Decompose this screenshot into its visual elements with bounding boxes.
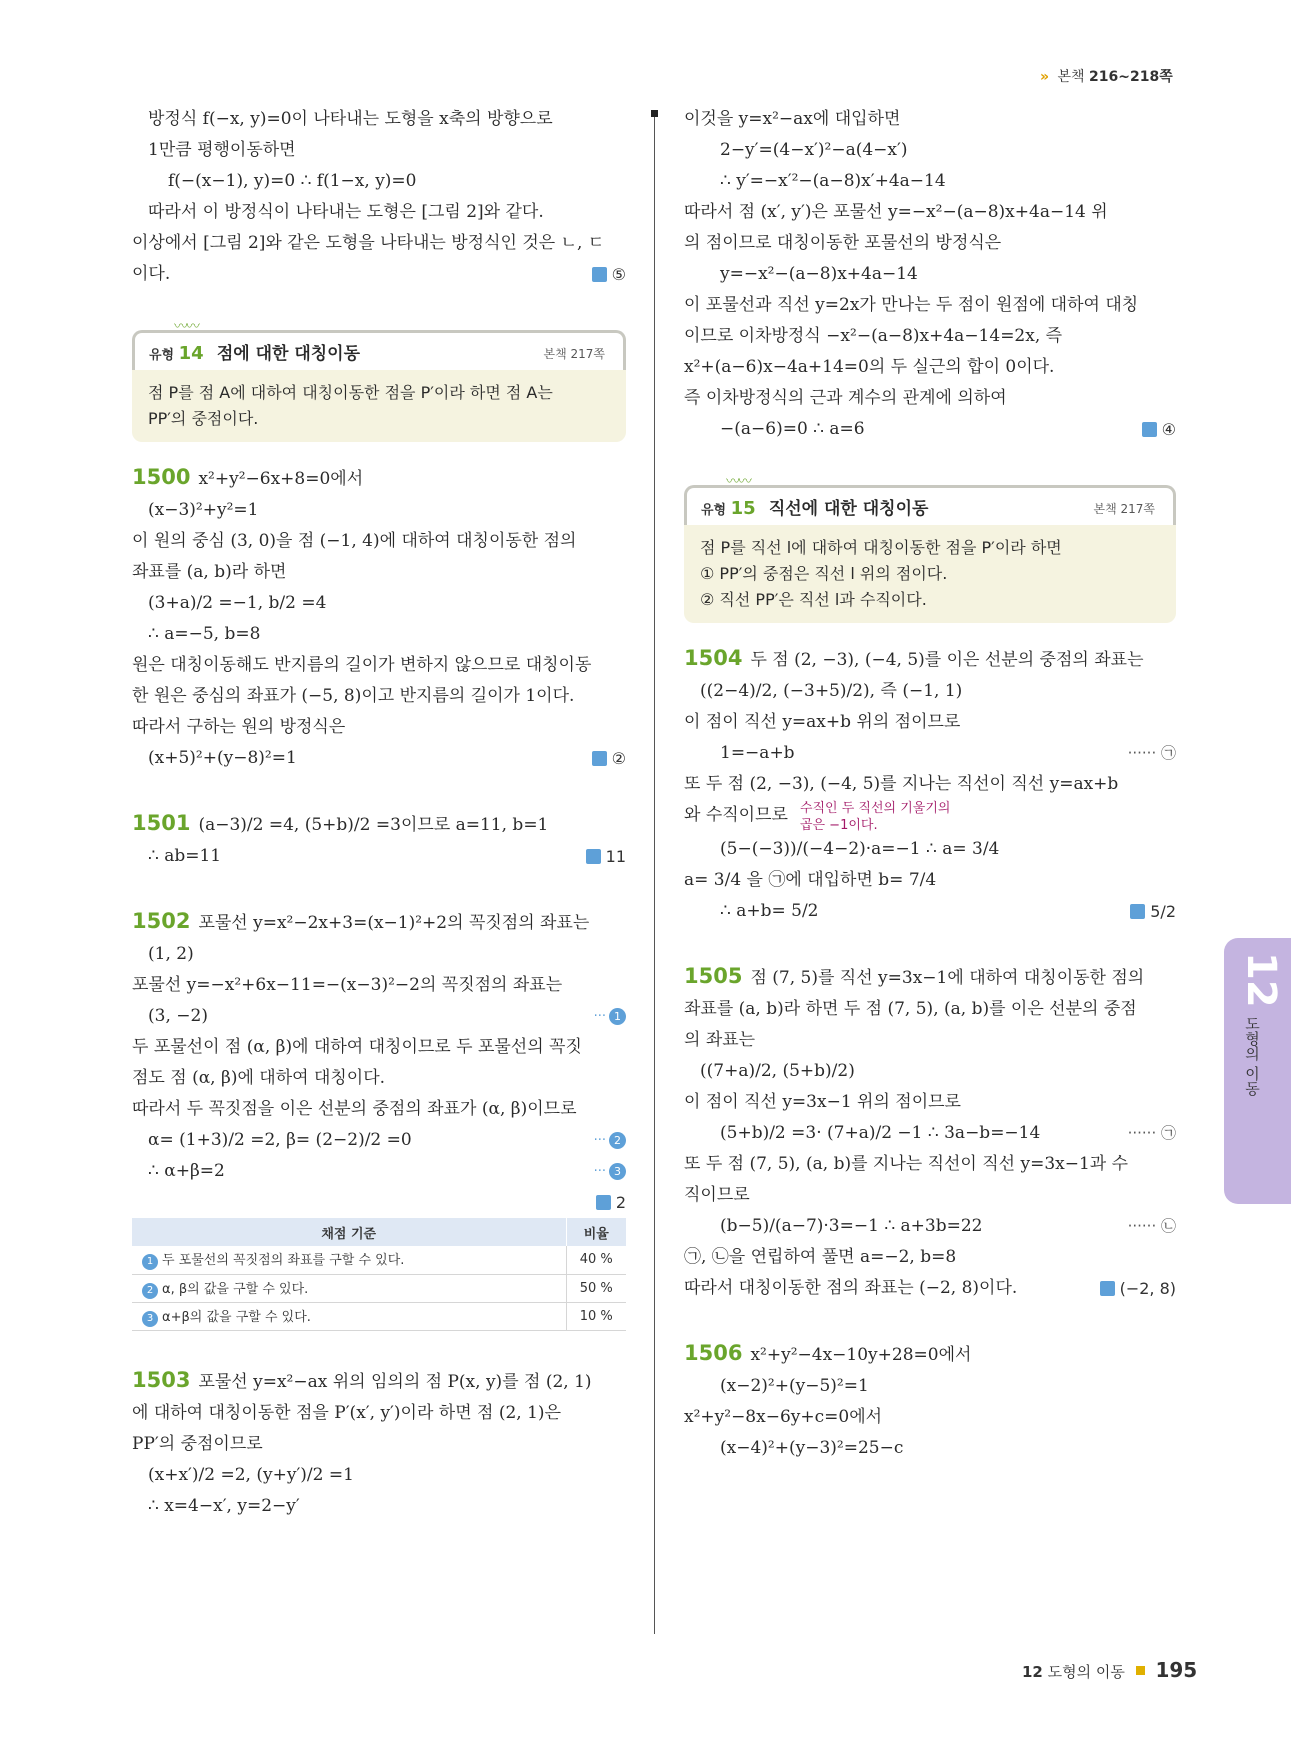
type-label: 유형 xyxy=(701,503,727,518)
solution-line: ㉠, ㉡을 연립하여 풀면 a=−2, b=8 xyxy=(684,1247,957,1267)
answer: 11 xyxy=(586,841,626,872)
score-header-ratio: 비율 xyxy=(566,1218,626,1246)
answer: ④ xyxy=(1142,414,1176,445)
solution-line: (5−(−3))/(−4−2)·a=−1 ∴ a= 3/4 xyxy=(720,839,1000,859)
solution-line: 두 포물선이 점 (α, β)에 대하여 대칭이므로 두 포물선의 꼭짓 xyxy=(132,1037,582,1057)
solution-line: 의 좌표는 xyxy=(684,1030,756,1050)
solution-line: 따라서 점 (x′, y′)은 포물선 y=−x²−(a−8)x+4a−14 위 xyxy=(684,202,1108,222)
step-1-icon: 1 xyxy=(142,1254,158,1270)
concept-ref: 본책 217쪽 xyxy=(1093,502,1155,516)
solution-line: 따라서 구하는 원의 방정식은 xyxy=(132,717,346,737)
solution-line: −(a−6)=0 ∴ a=6 ④ xyxy=(684,414,1176,445)
step-1-icon: 1 xyxy=(609,1008,626,1025)
side-note: 수직인 두 직선의 기울기의 곱은 −1이다. xyxy=(799,801,951,833)
solution-line: f(−(x−1), y)=0 ∴ f(1−x, y)=0 xyxy=(168,171,417,191)
score-header-criteria: 채점 기준 xyxy=(132,1218,566,1246)
solution-line: 이다. ⑤ xyxy=(132,259,626,290)
solution-line: 좌표를 (a, b)라 하면 두 점 (7, 5), (a, b)를 이은 선분의 중점 xyxy=(684,999,1137,1019)
concept-line: ② 직선 PP′은 직선 l과 수직이다. xyxy=(700,590,927,609)
ref-prefix: 본책 xyxy=(1057,69,1085,85)
footer-chapter-title: 도형의 이동 xyxy=(1047,1663,1125,1681)
solution-line: (3, −2) xyxy=(148,1006,208,1026)
solution-line: 에 대하여 대칭이동한 점을 P′(x′, y′)이라 하면 점 (2, 1)은 xyxy=(132,1402,561,1423)
answer: 5/2 xyxy=(1130,896,1176,927)
ref-pages: 216~218쪽 xyxy=(1089,69,1173,85)
step-2-icon: 2 xyxy=(142,1283,158,1299)
solution-line: x²+(a−6)x−4a+14=0의 두 실근의 합이 0이다. xyxy=(684,357,1055,377)
divider-marker xyxy=(651,110,658,117)
solution-line: x²+y²−4x−10y+28=0에서 xyxy=(750,1345,972,1365)
page-reference xyxy=(1040,66,1173,86)
answer-icon xyxy=(1130,904,1145,919)
problem-number: 1500 xyxy=(132,465,191,489)
scoring-table xyxy=(132,1218,626,1331)
solution-line: 이므로 이차방정식 −x²−(a−8)x+4a−14=2x, 즉 xyxy=(684,326,1063,346)
type-number: 15 xyxy=(730,498,756,519)
solution-line: 이 포물선과 직선 y=2x가 만나는 두 점이 원점에 대하여 대칭 xyxy=(684,295,1139,315)
problem-1500 xyxy=(132,462,626,774)
square-bullet-icon xyxy=(1136,1666,1145,1675)
answer: 2 xyxy=(596,1187,626,1218)
concept-box-header xyxy=(684,485,1176,525)
solution-line: 방정식 f(−x, y)=0이 나타내는 도형을 x축의 방향으로 xyxy=(148,109,553,129)
concept-title: 직선에 대한 대칭이동 xyxy=(768,499,929,519)
page-footer xyxy=(1022,1658,1197,1682)
answer: ② xyxy=(592,743,626,774)
solution-line: (a−3)/2 =4, (5+b)/2 =3이므로 a=11, b=1 xyxy=(198,815,549,835)
solution-line: PP′의 중점이므로 xyxy=(132,1433,263,1454)
right-column xyxy=(684,104,1176,1464)
solution-line: 이것을 y=x²−ax에 대입하면 xyxy=(684,109,901,129)
concept-title: 점에 대한 대칭이동 xyxy=(216,344,361,364)
solution-line: 포물선 y=x²−ax 위의 임의의 점 P(x, y)를 점 (2, 1) xyxy=(198,1371,592,1392)
solution-line: x²+y²−6x+8=0에서 xyxy=(198,469,364,489)
solution-line: ∴ a+b= 5/2 xyxy=(720,901,819,921)
problem-1504 xyxy=(684,643,1176,927)
chapter-title: 도형의 이동 xyxy=(1243,1016,1261,1096)
step-2-icon: 2 xyxy=(609,1132,626,1149)
answer-icon xyxy=(592,267,607,282)
solution-line: (x−2)²+(y−5)²=1 xyxy=(720,1376,869,1396)
answer-icon xyxy=(1142,422,1157,437)
solution-line: 이상에서 [그림 2]와 같은 도형을 나타내는 방정식인 것은 ㄴ, ㄷ xyxy=(132,233,605,253)
solution-line: (x+x′)/2 =2, (y+y′)/2 =1 xyxy=(148,1464,354,1485)
type-label: 유형 xyxy=(149,348,175,363)
concept-line: PP′의 중점이다. xyxy=(148,409,259,428)
problem-number: 1501 xyxy=(132,811,191,835)
solution-line: 두 점 (2, −3), (−4, 5)를 이은 선분의 중점의 좌표는 xyxy=(750,650,1144,670)
footer-chapter-number: 12 xyxy=(1022,1663,1043,1681)
solution-line: ∴ x=4−x′, y=2−y′ xyxy=(148,1495,300,1516)
concept-line: ① PP′의 중점은 직선 l 위의 점이다. xyxy=(700,564,948,583)
solution-line: (5+b)/2 =3· (7+a)/2 −1 ∴ 3a−b=−14 xyxy=(720,1123,1041,1143)
solution-line: 포물선 y=−x²+6x−11=−(x−3)²−2의 꼭짓점의 좌표는 xyxy=(132,975,563,995)
table-row: 1 두 포물선의 꼭짓점의 좌표를 구할 수 있다. 40 % xyxy=(132,1246,626,1274)
problem-1501 xyxy=(132,808,626,872)
solution-line: (x−4)²+(y−3)²=25−c xyxy=(720,1438,904,1458)
double-chevron-icon: » xyxy=(1040,69,1050,85)
problem-1502 xyxy=(132,906,626,1212)
concept-body xyxy=(132,370,626,442)
problem-1503-continuation xyxy=(684,104,1176,445)
wave-decoration-icon: 〰〰 xyxy=(174,319,198,335)
page-number: 195 xyxy=(1155,1658,1198,1682)
solution-line: 이 점이 직선 y=3x−1 위의 점이므로 xyxy=(684,1092,961,1112)
solution-line: 1=−a+b xyxy=(720,743,795,763)
solution-line: ∴ a=−5, b=8 xyxy=(148,624,261,644)
solution-line: 의 점이므로 대칭이동한 포물선의 방정식은 xyxy=(684,233,1002,253)
solution-line: α= (1+3)/2 =2, β= (2−2)/2 =0 xyxy=(148,1130,412,1150)
step-marker: ··· 2 xyxy=(594,1125,626,1156)
answer-icon xyxy=(586,849,601,864)
step-marker: ··· 1 xyxy=(594,1001,626,1032)
solution-line: 따라서 이 방정식이 나타내는 도형은 [그림 2]와 같다. xyxy=(148,202,544,222)
concept-ref: 본책 217쪽 xyxy=(543,347,605,361)
concept-box-15 xyxy=(684,474,1176,623)
wave-decoration-icon: 〰〰 xyxy=(726,474,750,490)
answer: (−2, 8) xyxy=(1100,1273,1176,1304)
answer: ⑤ xyxy=(592,259,626,290)
problem-number: 1502 xyxy=(132,909,191,933)
solution-line: 2−y′=(4−x′)²−a(4−x′) xyxy=(720,140,908,160)
solution-line: 즉 이차방정식의 근과 계수의 관계에 의하여 xyxy=(684,388,1007,408)
solution-line: 점도 점 (α, β)에 대하여 대칭이다. xyxy=(132,1068,386,1088)
solution-line: x²+y²−8x−6y+c=0에서 xyxy=(684,1407,883,1427)
solution-line: 이 원의 중심 (3, 0)을 점 (−1, 4)에 대하여 대칭이동한 점의 xyxy=(132,531,577,551)
solution-line: 1만큼 평행이동하면 xyxy=(148,140,296,160)
solution-line: 좌표를 (a, b)라 하면 xyxy=(132,562,287,582)
solution-line: 직이므로 xyxy=(684,1185,750,1205)
column-divider xyxy=(654,110,655,1634)
table-row: 2 α, β의 값을 구할 수 있다. 50 % xyxy=(132,1274,626,1302)
solution-line: ∴ y′=−x′²−(a−8)x′+4a−14 xyxy=(720,171,946,191)
type-number: 14 xyxy=(178,343,204,364)
problem-1503 xyxy=(132,1365,626,1522)
concept-line: 점 P를 직선 l에 대하여 대칭이동한 점을 P′이라 하면 xyxy=(700,538,1062,557)
equation-mark: ······ ㉠ xyxy=(1127,1124,1176,1142)
solution-line: 따라서 두 꼭짓점을 이은 선분의 중점의 좌표가 (α, β)이므로 xyxy=(132,1099,577,1119)
answer-icon xyxy=(1100,1281,1115,1296)
concept-box-14 xyxy=(132,319,626,442)
solution-line: (3+a)/2 =−1, b/2 =4 xyxy=(148,593,327,613)
solution-line: 와 수직이므로 xyxy=(684,805,788,825)
solution-line: (x−3)²+y²=1 xyxy=(148,500,259,520)
solution-line: a= 3/4 을 ㉠에 대입하면 b= 7/4 xyxy=(684,870,937,890)
concept-body xyxy=(684,525,1176,623)
solution-line: 이 점이 직선 y=ax+b 위의 점이므로 xyxy=(684,712,961,732)
concept-box-header xyxy=(132,330,626,370)
solution-line: (1, 2) xyxy=(148,944,194,964)
chapter-side-tab[interactable] xyxy=(1224,938,1291,1204)
solution-line: 또 두 점 (7, 5), (a, b)를 지나는 직선이 직선 y=3x−1과 수 xyxy=(684,1154,1129,1174)
solution-line: ((2−4)/2, (−3+5)/2), 즉 (−1, 1) xyxy=(700,681,963,701)
step-3-icon: 3 xyxy=(142,1311,158,1327)
solution-line: y=−x²−(a−8)x+4a−14 xyxy=(720,264,918,284)
problem-number: 1506 xyxy=(684,1341,743,1365)
solution-line: 원은 대칭이동해도 반지름의 길이가 변하지 않으므로 대칭이동 xyxy=(132,655,592,675)
solution-line: 또 두 점 (2, −3), (−4, 5)를 지나는 직선이 직선 y=ax+b xyxy=(684,774,1119,794)
left-column xyxy=(132,104,626,1522)
solution-line: ∴ α+β=2 xyxy=(148,1161,225,1181)
solution-line: 점 (7, 5)를 직선 y=3x−1에 대하여 대칭이동한 점의 xyxy=(750,968,1145,988)
problem-1506 xyxy=(684,1338,1176,1464)
solution-line: 한 원은 중심의 좌표가 (−5, 8)이고 반지름의 길이가 1이다. xyxy=(132,686,575,706)
previous-solution-continuation xyxy=(132,104,626,290)
problem-number: 1505 xyxy=(684,964,743,988)
solution-line: 포물선 y=x²−2x+3=(x−1)²+2의 꼭짓점의 좌표는 xyxy=(198,913,590,933)
equation-mark: ······ ㉡ xyxy=(1127,1217,1176,1235)
solution-line: ((7+a)/2, (5+b)/2) xyxy=(700,1061,855,1081)
chapter-number: 12 xyxy=(1238,952,1284,1008)
answer-icon xyxy=(596,1195,611,1210)
solution-line: 따라서 대칭이동한 점의 좌표는 (−2, 8)이다. xyxy=(684,1278,1018,1298)
solution-line: ∴ ab=11 xyxy=(148,846,222,866)
table-row: 3 α+β의 값을 구할 수 있다. 10 % xyxy=(132,1302,626,1330)
step-marker: ··· 3 xyxy=(594,1156,626,1187)
concept-line: 점 P를 점 A에 대하여 대칭이동한 점을 P′이라 하면 점 A는 xyxy=(148,383,553,402)
answer-icon xyxy=(592,751,607,766)
equation-mark: ······ ㉠ xyxy=(1127,744,1176,762)
solution-line: (x+5)²+(y−8)²=1 xyxy=(148,748,297,768)
step-3-icon: 3 xyxy=(609,1163,626,1180)
solution-line: (b−5)/(a−7)·3=−1 ∴ a+3b=22 xyxy=(720,1216,983,1236)
problem-number: 1503 xyxy=(132,1367,191,1392)
problem-1505 xyxy=(684,961,1176,1304)
problem-number: 1504 xyxy=(684,646,743,670)
